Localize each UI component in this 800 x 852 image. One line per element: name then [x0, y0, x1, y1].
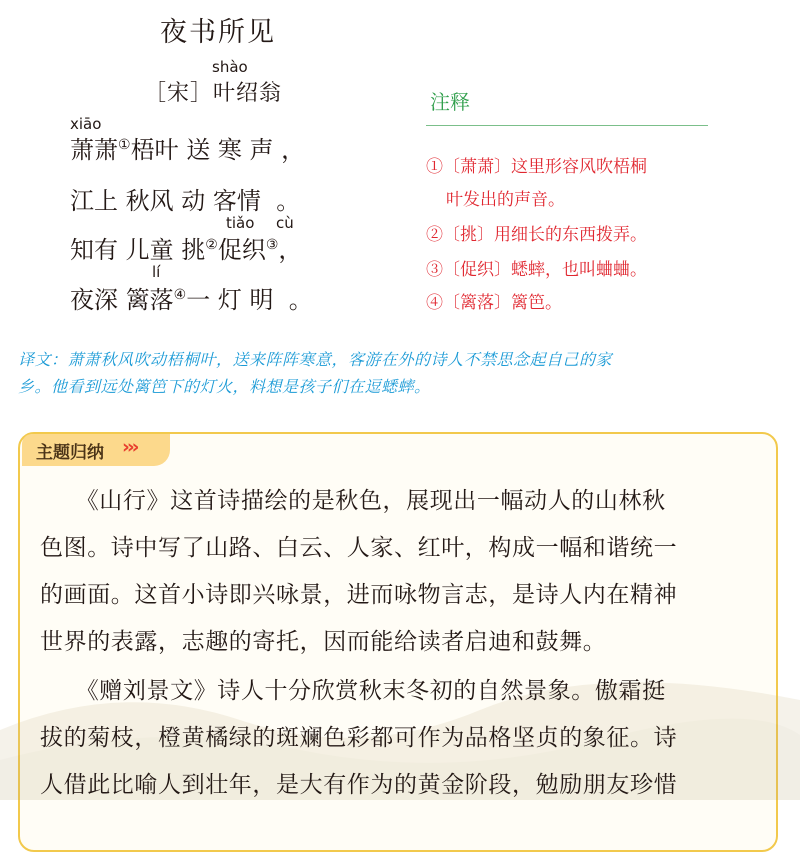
- theme-text-line: 的画面。这首小诗即兴咏景，进而咏物言志，是诗人内在精神: [40, 582, 678, 608]
- poem-char: 一: [186, 286, 211, 314]
- translation-line-1: 译文：萧萧秋风吹动梧桐叶，送来阵阵寒意，客游在外的诗人不禁思念起自己的家: [18, 350, 613, 369]
- poem-char: 儿: [125, 236, 150, 264]
- translation-line-2: 乡。他看到远处篱笆下的灯火，料想是孩子们在逗蟋蟀。: [18, 377, 431, 396]
- note-mark-2: ②: [205, 237, 218, 253]
- pinyin-cu: cù: [276, 214, 294, 232]
- poem-char: 灯: [217, 286, 242, 314]
- poem-punct: ，: [278, 236, 303, 264]
- poem-char: 情: [236, 187, 261, 215]
- pinyin-li: lí: [152, 263, 161, 281]
- poem-char: 童: [149, 236, 174, 264]
- theme-text-line: 色图。诗中写了山路、白云、人家、红叶，构成一幅和谐统一: [40, 535, 678, 561]
- note-item: ①〔萧萧〕这里形容风吹梧桐: [426, 157, 647, 177]
- poem-char: 上: [94, 187, 118, 215]
- poem-line-3: [70, 230, 302, 265]
- poem-char: 明: [249, 286, 274, 314]
- pinyin-xiao: xiāo: [70, 115, 102, 133]
- theme-text-line: 人借此比喻人到壮年，是大有作为的黄金阶段，勉励朋友珍惜: [40, 772, 678, 798]
- poem-line-1: [70, 130, 305, 165]
- theme-text-line: 《山行》这首诗描绘的是秋色，展现出一幅动人的山林秋: [40, 488, 666, 514]
- poem-char: 寒: [217, 136, 242, 164]
- poem-char: 声: [249, 136, 274, 164]
- notes-divider: [426, 125, 708, 126]
- note-mark-3: ③: [265, 237, 279, 253]
- note-mark-4: ④: [173, 287, 187, 303]
- theme-text-line: 拔的菊枝，橙黄橘绿的斑斓色彩都可作为品格坚贞的象征。诗: [40, 725, 678, 751]
- poem-char: 叶: [154, 136, 179, 164]
- theme-badge-label: 主题归纳: [36, 443, 104, 463]
- poem-punct: 。: [288, 286, 313, 314]
- poem-char: 萧: [70, 136, 94, 164]
- poem-char: 风: [149, 187, 174, 215]
- poem-title: 夜书所见: [160, 17, 276, 48]
- translation: [18, 346, 788, 400]
- poem-char: 江: [70, 187, 94, 215]
- note-item: ③〔促织〕蟋蟀，也叫蛐蛐。: [426, 260, 647, 280]
- poem-char: 知: [70, 236, 94, 264]
- note-item: ④〔篱落〕篱笆。: [426, 293, 562, 313]
- poem-char: 夜: [70, 286, 94, 314]
- poem-char: 挑: [181, 236, 206, 264]
- poem-char: 萧: [94, 136, 118, 164]
- theme-text-line: 世界的表露，志趣的寄托，因而能给读者启迪和鼓舞。: [40, 629, 607, 655]
- poem-char: 织: [241, 236, 266, 264]
- poem-char: 深: [94, 286, 118, 314]
- poem-punct: 。: [276, 187, 301, 215]
- poem-char: 有: [94, 236, 118, 264]
- poem-char: 动: [181, 187, 206, 215]
- poem-char: 客: [212, 187, 237, 215]
- poem-char: 秋: [125, 187, 150, 215]
- poem-char: 促: [217, 236, 242, 264]
- theme-text-line: 《赠刘景文》诗人十分欣赏秋末冬初的自然景象。傲霜挺: [40, 678, 666, 704]
- notes-title: 注释: [430, 90, 470, 114]
- poem-line-2: [70, 181, 300, 216]
- pinyin-tiao: tiǎo: [226, 214, 255, 232]
- note-item: ②〔挑〕用细长的东西拨弄。: [426, 225, 647, 245]
- poem-line-4: [70, 280, 313, 315]
- chevron-right-icon: ›››: [122, 436, 137, 458]
- poem-author: ［宋］叶绍翁: [144, 81, 283, 106]
- poem-char: 送: [186, 136, 211, 164]
- poem-char: 篱: [125, 286, 150, 314]
- note-mark-1: ①: [118, 137, 131, 153]
- poem-char: 梧: [130, 136, 155, 164]
- author-pinyin: shào: [212, 58, 248, 76]
- poem-char: 落: [149, 286, 174, 314]
- note-item-continued: 叶发出的声音。: [446, 190, 565, 210]
- poem-punct: ，: [281, 136, 306, 164]
